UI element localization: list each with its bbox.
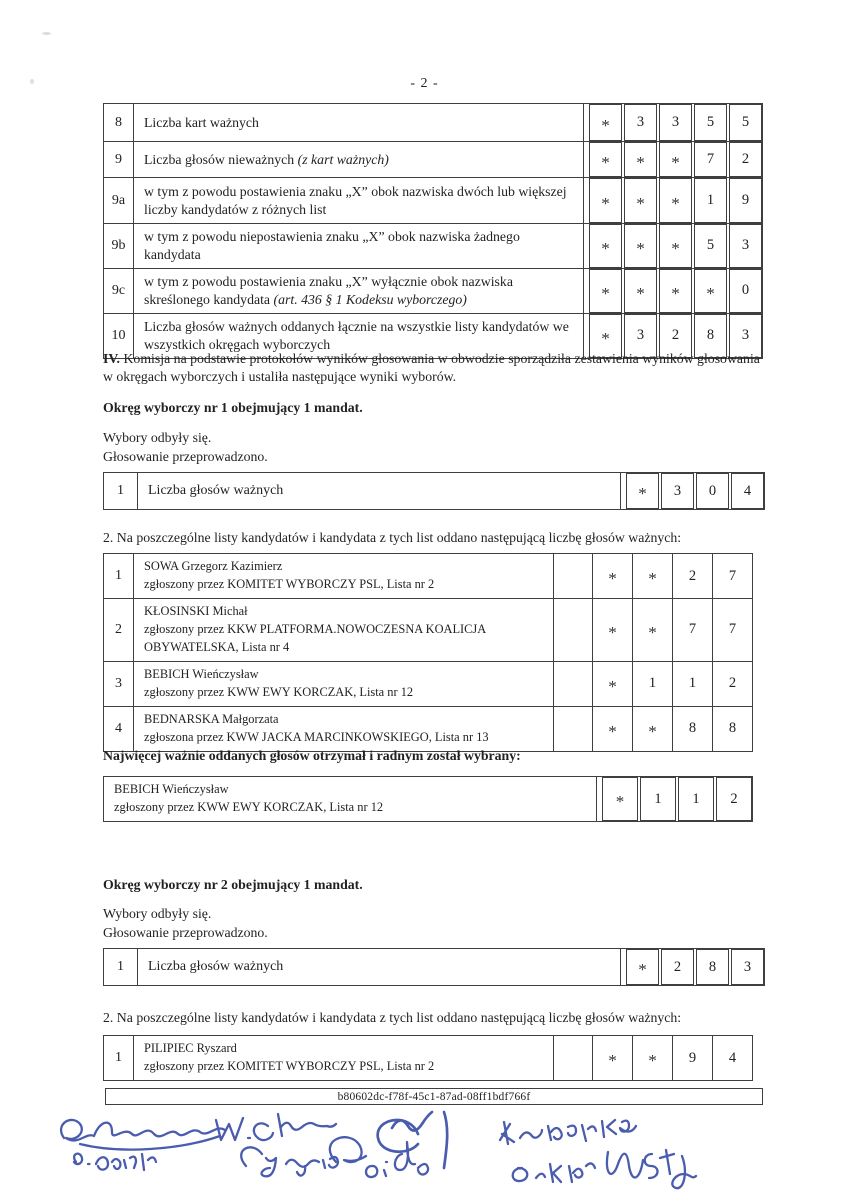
table-row <box>104 949 764 985</box>
section-iv-text: Komisja na podstawie protokołów wyników głosowania w obwodzie sporządziła zestawienia wyników głosowania w okręgach wyborczych i ustaliła następujące wyniki wyborów. <box>103 351 760 385</box>
digit-cell: 2 <box>672 554 712 598</box>
row-number: 1 <box>104 1036 134 1080</box>
candidate-nominated-by: zgłoszony przez KKW PLATFORMA.NOWOCZESNA KOALICJA OBYWATELSKA, Lista nr 4 <box>144 621 486 654</box>
section-iv-paragraph <box>103 350 771 387</box>
candidate-row <box>104 598 752 661</box>
row-number: 9 <box>104 142 134 177</box>
candidate-nominated-by: zgłoszona przez KWW JACKA MARCINKOWSKIEGO, Lista nr 13 <box>144 729 489 744</box>
digit-cell: * <box>659 224 692 268</box>
digit-cell: 3 <box>661 473 694 509</box>
signature-stroke <box>61 1120 225 1141</box>
digit-cell: * <box>624 178 657 223</box>
row-text: Liczba głosów ważnych <box>148 958 284 974</box>
row-text: w tym z powodu postawienia znaku „X” obok nazwiska dwóch lub większej liczby kandydatów z różnych list <box>144 183 567 217</box>
digit-cell: * <box>624 142 657 177</box>
digit-cell: * <box>659 178 692 223</box>
row-text-italic: (art. 436 § 1 Kodeksu wyborczego) <box>273 291 467 307</box>
digit-cell: 0 <box>729 269 762 313</box>
row-number: 9b <box>104 224 134 268</box>
digit-cell: 3 <box>731 949 764 985</box>
candidate-nominated-by: zgłoszony przez KOMITET WYBORCZY PSL, Lista nr 2 <box>144 1059 435 1073</box>
district1-status <box>103 429 771 466</box>
digit-cell: 2 <box>712 662 752 706</box>
district2-lists-paragraph: 2. Na poszczególne listy kandydatów i kandydata z tych list oddano następującą liczbę głosów ważnych: <box>103 1010 682 1025</box>
digit-cell: 9 <box>672 1036 712 1080</box>
candidate-name: BEBICH Wieńczysław <box>144 666 259 681</box>
row-text: w tym z powodu niepostawienia znaku „X” obok nazwiska żadnego kandydata <box>144 229 520 262</box>
table-row <box>104 268 762 313</box>
signature-stroke <box>500 1120 636 1144</box>
digit-cell: * <box>589 178 622 223</box>
spacer-cell <box>554 707 592 751</box>
signature-stroke <box>241 1147 338 1176</box>
digit-cell: * <box>589 269 622 313</box>
candidate-nominated-by: zgłoszony przez KOMITET WYBORCZY PSL, Lista nr 2 <box>144 577 435 591</box>
digit-cell: 3 <box>729 224 762 268</box>
digit-cell: 5 <box>694 104 727 141</box>
voting-conducted-line: Głosowanie przeprowadzono. <box>103 924 268 940</box>
winner-heading: Najwięcej ważnie oddanych głosów otrzymał i radnym został wybrany: <box>103 748 521 763</box>
candidate-description <box>134 707 554 751</box>
digit-cell: 1 <box>640 777 676 821</box>
digit-cell: * <box>694 269 727 313</box>
candidate-name: KŁOSINSKI Michał <box>144 604 248 618</box>
digit-cell: * <box>632 554 672 598</box>
digit-cell: 2 <box>716 777 752 821</box>
signature-stroke <box>216 1114 336 1140</box>
digit-cell: 8 <box>694 314 727 358</box>
digit-cell: * <box>589 314 622 358</box>
digit-cell: 9 <box>729 178 762 223</box>
row-text: Liczba głosów ważnych oddanych łącznie na wszystkie listy kandydatów we wszystkich okręgach wyborczych <box>144 318 569 352</box>
digit-cell: 8 <box>696 949 729 985</box>
digit-cell: * <box>632 599 672 661</box>
digit-cell: * <box>592 1036 632 1080</box>
digit-cell: * <box>659 142 692 177</box>
row-description <box>138 949 621 985</box>
spacer-cell <box>554 554 592 598</box>
digit-cell: 3 <box>624 314 657 358</box>
row-number: 9c <box>104 269 134 313</box>
document-code: b80602dc-f78f-45c1-87ad-08ff1bdf766f <box>337 1090 531 1103</box>
candidate-description <box>134 599 554 661</box>
digit-cell: 2 <box>659 314 692 358</box>
elections-held-line: Wybory odbyły się. <box>103 430 212 445</box>
row-text: Liczba głosów nieważnych <box>144 151 298 167</box>
digit-cell: * <box>592 707 632 751</box>
candidate-row <box>104 554 752 598</box>
row-number: 1 <box>104 473 138 509</box>
row-text: Liczba kart ważnych <box>144 114 259 130</box>
candidate-name: PILIPIEC Ryszard <box>144 1041 237 1056</box>
district1-winner-table <box>103 776 753 822</box>
digit-cell: 2 <box>661 949 694 985</box>
digit-cells <box>621 949 764 985</box>
row-number: 1 <box>104 949 138 985</box>
signature-stroke <box>378 1112 447 1168</box>
digit-cell: 1 <box>678 777 714 821</box>
signature-stroke <box>74 1154 156 1170</box>
digit-cell: 2 <box>729 142 762 177</box>
digit-cell: 0 <box>696 473 729 509</box>
row-description <box>134 142 584 177</box>
digit-cell: 3 <box>624 104 657 141</box>
digit-cell: 8 <box>712 707 752 751</box>
digit-cell: * <box>659 269 692 313</box>
document-code-bar <box>105 1088 763 1105</box>
winner-row <box>104 777 752 821</box>
candidate-row <box>104 1036 752 1080</box>
digit-cell: 3 <box>659 104 692 141</box>
digit-cell: 7 <box>672 599 712 661</box>
digit-cells <box>584 104 762 141</box>
row-description <box>134 104 584 141</box>
winner-nominated-by: zgłoszony przez KWW EWY KORCZAK, Lista nr 12 <box>114 800 384 814</box>
digit-cell: 4 <box>712 1036 752 1080</box>
candidate-description <box>134 662 554 706</box>
candidate-name: SOWA Grzegorz Kazimierz <box>144 559 283 574</box>
digit-cell: 5 <box>694 224 727 268</box>
district2-candidates-table <box>103 1035 753 1081</box>
digit-cell: * <box>589 142 622 177</box>
digit-cells <box>584 178 762 223</box>
digit-cell: * <box>592 599 632 661</box>
winner-description <box>104 777 597 821</box>
digit-cell: * <box>592 662 632 706</box>
page-number: - 2 - <box>410 76 439 91</box>
district1-valid-votes-table <box>103 472 765 510</box>
candidate-description <box>134 554 554 598</box>
candidate-name: BEDNARSKA Małgorzata <box>144 711 279 726</box>
scan-artifact <box>42 32 51 35</box>
row-description <box>134 269 584 313</box>
digit-cell: * <box>624 269 657 313</box>
digit-cell: 7 <box>712 554 752 598</box>
table-row <box>104 104 762 141</box>
row-number: 4 <box>104 707 134 751</box>
digit-cell: 4 <box>731 473 764 509</box>
voting-conducted-line: Głosowanie przeprowadzono. <box>103 448 268 464</box>
digit-cell: * <box>589 104 622 141</box>
winner-name: BEBICH Wieńczysław <box>114 782 229 797</box>
row-text: Liczba głosów ważnych <box>148 482 284 498</box>
district2-heading: Okręg wyborczy nr 2 obejmujący 1 mandat. <box>103 877 363 892</box>
elections-held-line: Wybory odbyły się. <box>103 906 212 921</box>
row-description <box>134 224 584 268</box>
table-row <box>104 473 764 509</box>
section-iv-label: IV. <box>103 351 121 366</box>
digit-cell: * <box>632 707 672 751</box>
table-row <box>104 223 762 268</box>
row-text: w tym z powodu postawienia znaku „X” wyłącznie obok nazwiska skreślonego kandydata <box>144 273 513 307</box>
digit-cell: 5 <box>729 104 762 141</box>
district2-status <box>103 905 771 942</box>
digit-cell: * <box>632 1036 672 1080</box>
candidate-row <box>104 706 752 751</box>
digit-cell: 1 <box>672 662 712 706</box>
digit-cell: * <box>626 949 659 985</box>
row-number: 8 <box>104 104 134 141</box>
row-number: 3 <box>104 662 134 706</box>
digit-cell: 8 <box>672 707 712 751</box>
digit-cells <box>554 554 752 598</box>
signature-stroke <box>513 1163 595 1182</box>
summary-table <box>103 103 763 359</box>
row-number: 9a <box>104 178 134 223</box>
digit-cells <box>584 224 762 268</box>
digit-cell: 1 <box>694 178 727 223</box>
digit-cells <box>554 599 752 661</box>
row-number: 10 <box>104 314 134 358</box>
digit-cells <box>597 777 752 821</box>
digit-cell: * <box>592 554 632 598</box>
spacer-cell <box>554 599 592 661</box>
district1-candidates-table <box>103 553 753 752</box>
table-row <box>104 141 762 177</box>
digit-cells <box>554 662 752 706</box>
district1-lists-paragraph: 2. Na poszczególne listy kandydatów i kandydata z tych list oddano następującą liczbę głosów ważnych: <box>103 530 682 545</box>
signature-stroke <box>607 1150 696 1188</box>
row-description <box>138 473 621 509</box>
digit-cell: * <box>626 473 659 509</box>
row-number: 1 <box>104 554 134 598</box>
table-row <box>104 177 762 223</box>
digit-cell: 3 <box>729 314 762 358</box>
signature-stroke <box>80 1136 220 1150</box>
digit-cells <box>554 707 752 751</box>
spacer-cell <box>554 1036 592 1080</box>
digit-cell: 1 <box>632 662 672 706</box>
digit-cell: * <box>602 777 638 821</box>
district1-heading: Okręg wyborczy nr 1 obejmujący 1 mandat. <box>103 400 363 415</box>
digit-cell: 7 <box>712 599 752 661</box>
digit-cell: 7 <box>694 142 727 177</box>
digit-cells <box>584 269 762 313</box>
candidate-nominated-by: zgłoszony przez KWW EWY KORCZAK, Lista nr 12 <box>144 684 414 699</box>
row-number: 2 <box>104 599 134 661</box>
digit-cell: * <box>624 224 657 268</box>
digit-cell: * <box>589 224 622 268</box>
candidate-row <box>104 661 752 706</box>
handwritten-signatures <box>20 1106 720 1200</box>
digit-cells <box>554 1036 752 1080</box>
district2-valid-votes-table <box>103 948 765 986</box>
row-description <box>134 178 584 223</box>
digit-cells <box>621 473 764 509</box>
spacer-cell <box>554 662 592 706</box>
candidate-description <box>134 1036 554 1080</box>
digit-cells <box>584 142 762 177</box>
row-text-italic: (z kart ważnych) <box>297 151 389 167</box>
